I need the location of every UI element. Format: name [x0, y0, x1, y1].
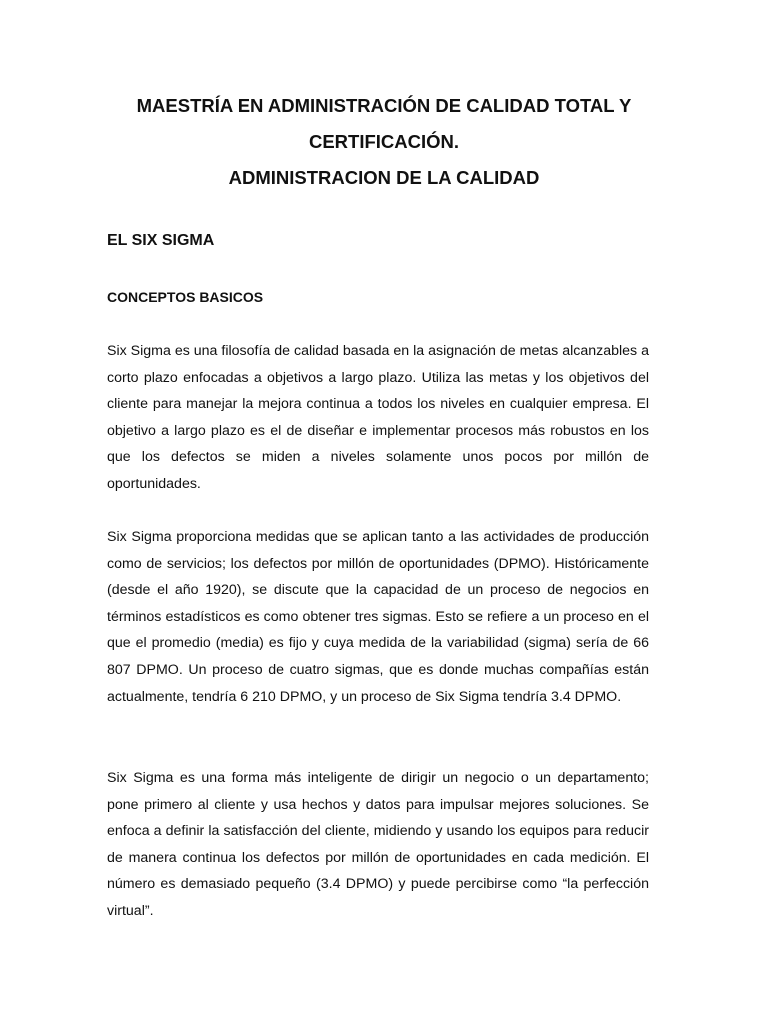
sub-heading: CONCEPTOS BASICOS: [107, 289, 264, 305]
title-line-3: ADMINISTRACION DE LA CALIDAD: [228, 167, 540, 188]
paragraph-3: Six Sigma es una forma más inteligente de dirigir un negocio o un departamento; pone primero al cliente y usa hechos y datos para impulsar mejores soluciones. Se enfoca a definir la satisfacción del cliente, midiendo y usando los equipos para reducir de manera continua los defectos por millón de oportunidades en cada medición. El número es demasiado pequeño (3.4 DPMO) y puede percibirse como “la perfección virtual”.: [107, 770, 649, 919]
paragraph-2: Six Sigma proporciona medidas que se aplican tanto a las actividades de producción como de servicios; los defectos por millón de oportunidades (DPMO). Históricamente (desde el año 1920), se discute que la capacidad de un proceso de negocios en términos estadísticos es como obtener tres sigmas. Esto se refiere a un proceso en el que el promedio (media) es fijo y cuya medida de la variabilidad (sigma) sería de 66 807 DPMO. Un proceso de cuatro sigmas, que es donde muchas compañías están actualmente, tendría 6 210 DPMO, y un proceso de Six Sigma tendría 3.4 DPMO.: [107, 529, 649, 705]
title-line-2: CERTIFICACIÓN.: [308, 131, 460, 152]
paragraph-1: Six Sigma es una filosofía de calidad basada en la asignación de metas alcanzables a corto plazo enfocadas a objetivos a largo plazo. Utiliza las metas y los objetivos del cliente para manejar la mejora continua a todos los niveles en cualquier empresa. El objetivo a largo plazo es el de diseñar e implementar procesos más robustos en los que los defectos se miden a niveles solamente unos pocos por millón de oportunidades.: [107, 343, 649, 492]
title-line-1: MAESTRÍA EN ADMINISTRACIÓN DE CALIDAD TOTAL Y: [136, 95, 632, 116]
document-title: [60, 88, 708, 196]
section-heading: EL SIX SIGMA: [107, 232, 215, 249]
